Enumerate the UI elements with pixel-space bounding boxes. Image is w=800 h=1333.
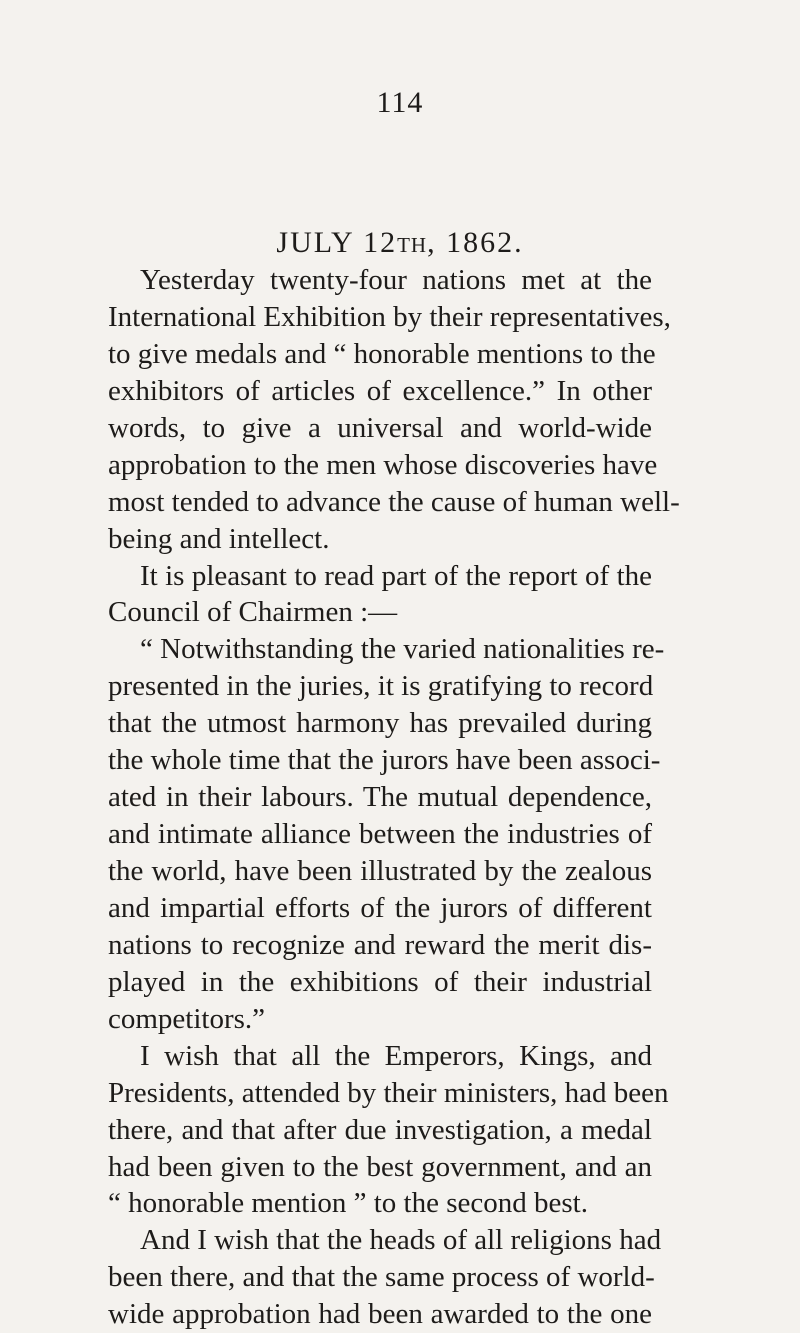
heading-day: 12th <box>363 226 428 259</box>
text-line: International Exhibition by their representatives, <box>108 300 671 333</box>
text-line: words, to give a universal and world-wide <box>108 411 652 444</box>
text-line: being and intellect. <box>108 522 330 555</box>
text-line: there, and that after due investigation, a medal <box>108 1113 652 1146</box>
text-line: played in the exhibitions of their industrial <box>108 965 652 998</box>
text-line: to give medals and “ honorable mentions to the <box>108 337 656 370</box>
heading-month: JULY <box>276 226 354 259</box>
text-line: that the utmost harmony has prevailed during <box>108 707 652 740</box>
heading-year: , 1862. <box>427 226 524 259</box>
text-line: Council of Chairmen :— <box>108 596 398 629</box>
text-line: Presidents, attended by their ministers, had been <box>108 1076 669 1109</box>
text-line: ated in their labours. The mutual dependence, <box>108 781 652 814</box>
text-line: “ Notwithstanding the varied nationalities re- <box>140 633 665 666</box>
text-line: been there, and that the same process of world- <box>108 1261 655 1294</box>
text-line: the world, have been illustrated by the zealous <box>108 855 652 887</box>
text-line: presented in the juries, it is gratifying to record <box>108 670 654 703</box>
text-line: wide approbation had been awarded to the one <box>108 1298 652 1331</box>
text-line: the whole time that the jurors have been associ- <box>108 744 661 777</box>
text-line: had been given to the best government, and an <box>108 1150 652 1183</box>
entry-date-heading <box>0 226 800 260</box>
text-line: and impartial efforts of the jurors of different <box>108 891 652 924</box>
text-line: exhibitors of articles of excellence.” In other <box>108 374 652 407</box>
text-line: competitors.” <box>108 1002 266 1035</box>
text-line: and intimate alliance between the industries of <box>108 818 652 851</box>
text-line: most tended to advance the cause of human well- <box>108 485 680 518</box>
text-line: approbation to the men whose discoveries have <box>108 448 658 481</box>
text-line: Yesterday twenty-four nations met at the <box>140 264 652 296</box>
text-line: I wish that all the Emperors, Kings, and <box>140 1039 652 1072</box>
heading-ordinal: th <box>397 226 428 259</box>
page-number: 114 <box>376 86 424 119</box>
body-text <box>108 262 680 1333</box>
text-line: And I wish that the heads of all religions had <box>140 1224 662 1257</box>
text-line: “ honorable mention ” to the second best. <box>108 1187 588 1220</box>
text-line: nations to recognize and reward the merit dis- <box>108 928 652 961</box>
text-line: It is pleasant to read part of the report of the <box>140 559 652 592</box>
